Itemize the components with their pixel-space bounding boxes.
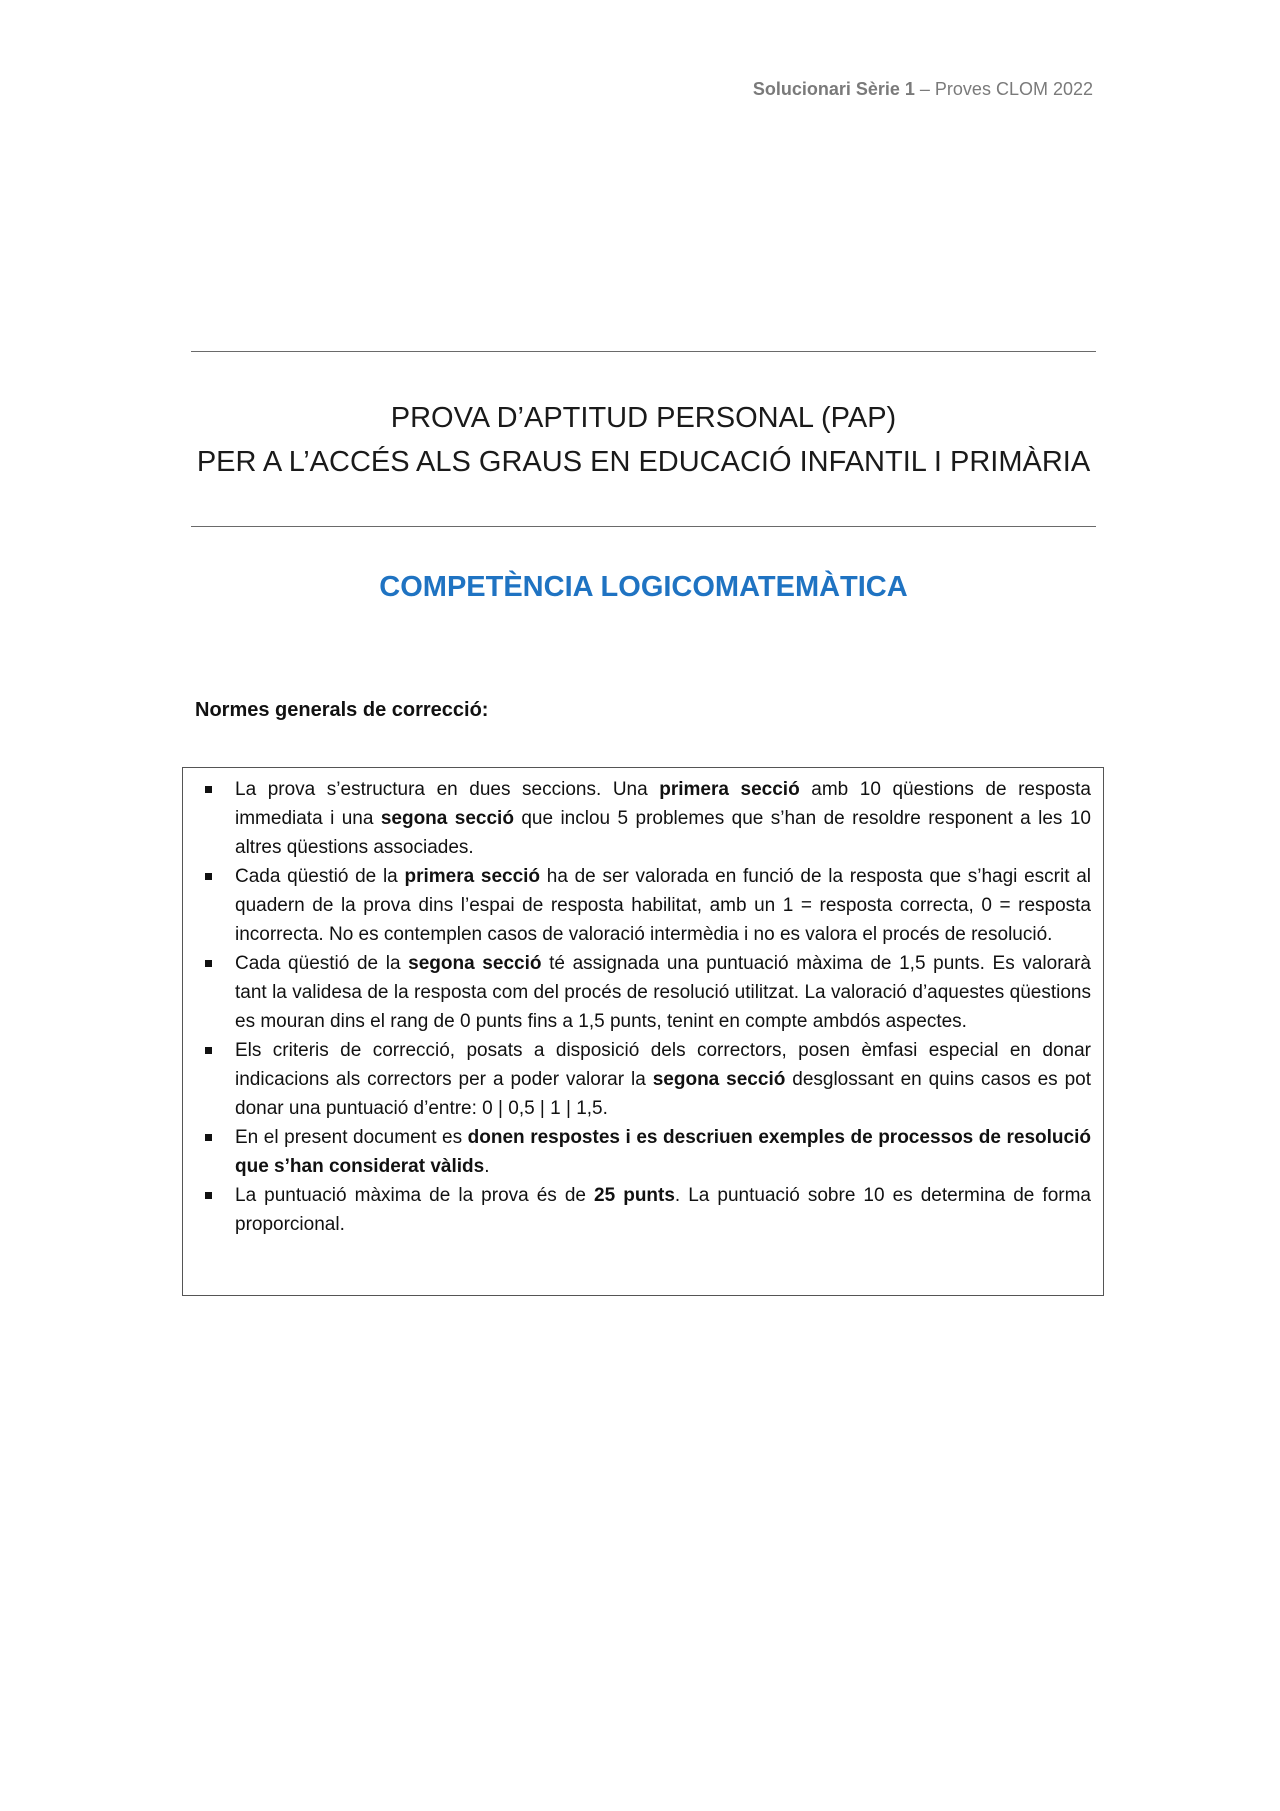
rule-item bbox=[195, 862, 1091, 949]
rule-text: té assignada una puntuació màxima de 1,5 punts. Es valorarà tant la validesa de la resposta com del procés de resolució utilitzat. La valoració d’aquestes qüestions es mouran dins el rang de 0 punts fins a 1,5 punts, tenint en compte ambdós aspectes. bbox=[235, 953, 1091, 1032]
rule-text: La puntuació màxima de la prova és de bbox=[235, 1185, 595, 1206]
rule-item bbox=[195, 1123, 1091, 1181]
rule-text: Cada qüestió de la bbox=[235, 866, 405, 887]
rule-item bbox=[195, 1036, 1091, 1123]
document-title bbox=[191, 396, 1096, 484]
rule-emphasis: 25 punts bbox=[594, 1185, 675, 1206]
title-line-2: PER A L’ACCÉS ALS GRAUS EN EDUCACIÓ INFANTIL I PRIMÀRIA bbox=[196, 446, 1091, 478]
rule-text: que inclou 5 problemes que s’han de resoldre responent a les 10 altres qüestions associades. bbox=[235, 808, 1091, 858]
rule-text: Cada qüestió de la bbox=[235, 953, 409, 974]
square-bullet-icon bbox=[205, 786, 212, 793]
title-line-1: PROVA D’APTITUD PERSONAL (PAP) bbox=[390, 402, 897, 434]
rule-emphasis: segona secció bbox=[408, 953, 542, 974]
rules-list bbox=[195, 775, 1091, 1239]
square-bullet-icon bbox=[205, 960, 212, 967]
rule-text: Els criteris de correcció, posats a disposició dels correctors, posen èmfasi especial en donar indicacions als correctors per a poder valorar la bbox=[235, 1040, 1091, 1090]
rule-text: . bbox=[484, 1156, 490, 1177]
square-bullet-icon bbox=[205, 1192, 212, 1199]
rule-text: ha de ser valorada en funció de la resposta que s’hagi escrit al quadern de la prova dins l’espai de resposta habilitat, amb un 1 = resposta correcta, 0 = resposta incorrecta. No es contemplen casos de valoració intermèdia i no es valora el procés de resolució. bbox=[235, 866, 1092, 945]
title-bottom-rule bbox=[191, 526, 1096, 527]
rule-emphasis: primera secció bbox=[659, 779, 800, 800]
header-separator: – bbox=[914, 79, 935, 99]
header-exam-name: Proves CLOM 2022 bbox=[934, 79, 1093, 99]
rule-text: amb 10 qüestions de resposta immediata i una bbox=[235, 779, 1091, 829]
rule-item bbox=[195, 775, 1091, 862]
rule-text: La prova s’estructura en dues seccions. Una bbox=[235, 779, 660, 800]
rule-emphasis: primera secció bbox=[404, 866, 541, 887]
rules-box bbox=[182, 767, 1104, 1296]
header-series-label: Solucionari Sèrie 1 bbox=[752, 79, 915, 99]
square-bullet-icon bbox=[205, 1047, 212, 1054]
title-top-rule bbox=[191, 351, 1096, 352]
rule-text: . La puntuació sobre 10 es determina de forma proporcional. bbox=[235, 1185, 1091, 1235]
rule-emphasis: segona secció bbox=[380, 808, 514, 829]
subject-heading: COMPETÈNCIA LOGICOMATEMÀTICA bbox=[379, 571, 908, 603]
square-bullet-icon bbox=[205, 1134, 212, 1141]
rule-emphasis: donen respostes i es descriuen exemples de processos de resolució que s’han considerat vàlids bbox=[235, 1127, 1091, 1177]
running-header bbox=[753, 79, 1093, 100]
rule-item bbox=[195, 949, 1091, 1036]
rule-text: En el present document es bbox=[235, 1127, 468, 1148]
rule-emphasis: segona secció bbox=[652, 1069, 786, 1090]
rules-heading: Normes generals de correcció: bbox=[195, 699, 489, 721]
square-bullet-icon bbox=[205, 873, 212, 880]
rule-item bbox=[195, 1181, 1091, 1239]
rule-text: desglossant en quins casos es pot donar una puntuació d’entre: 0 | 0,5 | 1 | 1,5. bbox=[235, 1069, 1092, 1119]
